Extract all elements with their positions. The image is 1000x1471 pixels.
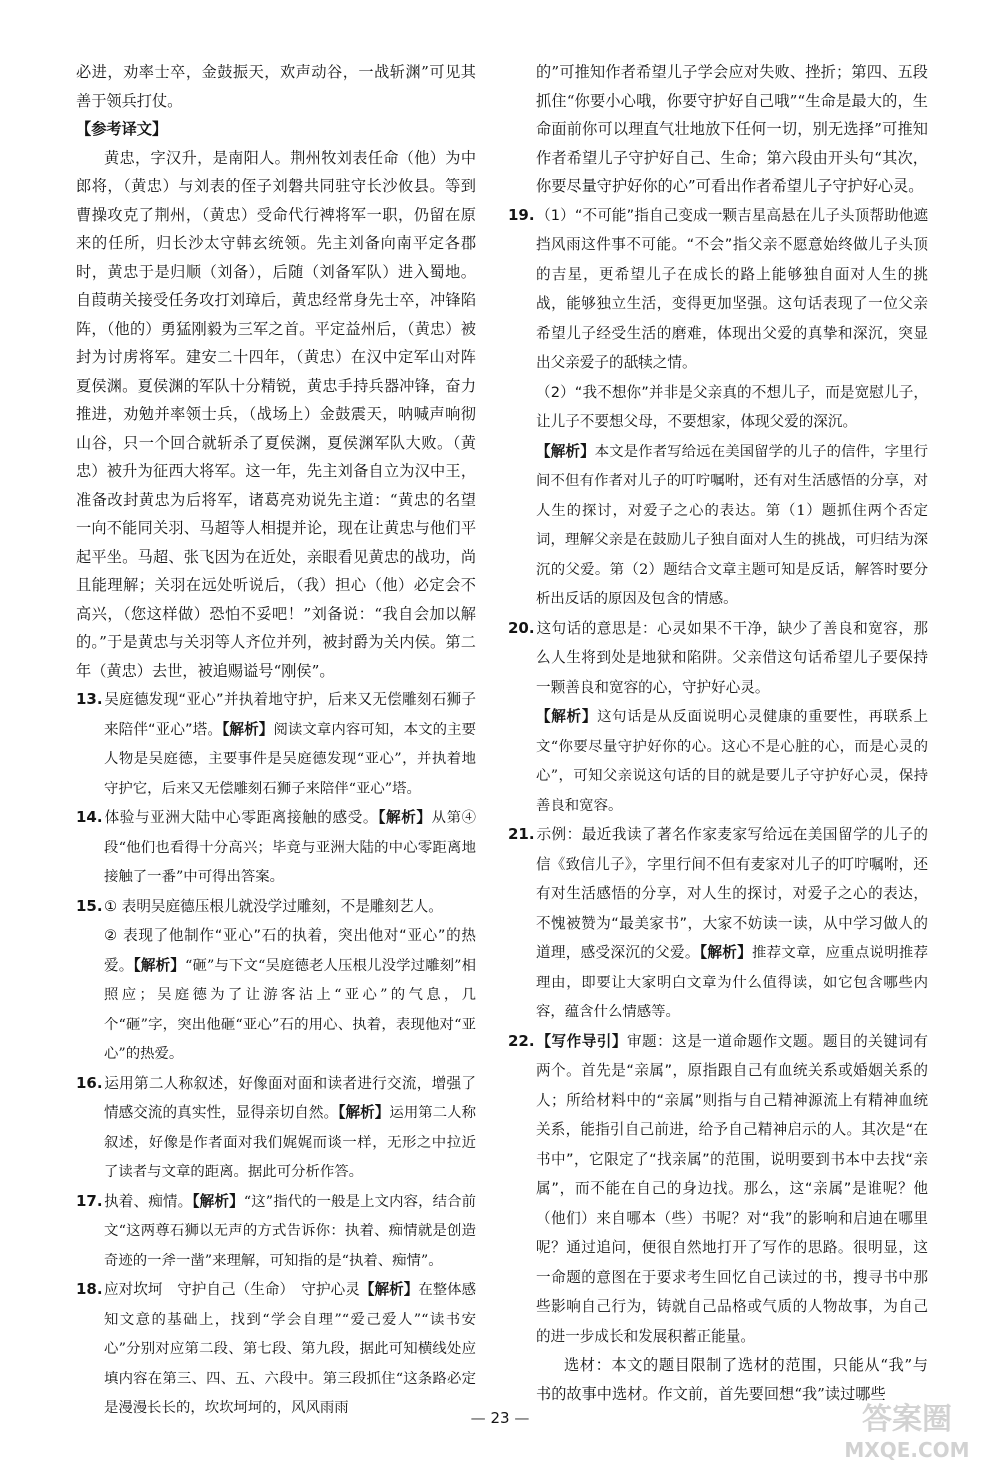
question-number: 16. (76, 1073, 103, 1092)
watermark-logo (832, 1391, 982, 1463)
footer-dash-left: — (470, 1409, 486, 1427)
reference-translation-text: 黄忠，字汉升，是南阳人。荆州牧刘表任命（他）为中郎将，（黄忠）与刘表的侄子刘磐共同驻守长沙攸县。等到曹操攻克了荆州，（黄忠）受命代行裨将军一职，仍留在原来的任所，归长沙太守韩玄统领。先主刘备向南平定各郡时，黄忠于是归顺（刘备），后随（刘备军队）进入蜀地。自葭萌关接受任务攻打刘璋后，黄忠经常身先士卒，冲锋陷阵，（他的）勇猛刚毅为三军之首。平定益州后，（黄忠）被封为讨虏将军。建安二十四年，（黄忠）在汉中定军山对阵夏侯渊。夏侯渊的军队十分精锐，黄忠手持兵器冲锋，奋力推进，劝勉并率领士兵，（战场上）金鼓震天，呐喊声响彻山谷，只一个回合就斩杀了夏侯渊，夏侯渊军队大败。（黄忠）被升为征西大将军。这一年，先主刘备自立为汉中王，准备改封黄忠为后将军，诸葛亮劝说先主道：“黄忠的名望一向不能同关羽、马超等人相提并论，现在让黄忠与他们平起平坐。马超、张飞因为在近处，亲眼看见黄忠的战功，尚且能理解；关羽在远处听说后，（我）担心（他）必定会不高兴，（您这样做）恐怕不妥吧！”刘备说：“我自会加以解的。”于是黄忠与关羽等人齐位并列，被封爵为关内侯。第二年（黄忠）去世，被追赐谥号“刚侯”。 (76, 148, 476, 680)
analysis-tag: 【解析】 (536, 708, 598, 725)
watermark-logo-text: 答案圈 (862, 1402, 952, 1437)
analysis-tag: 【解析】 (133, 956, 185, 974)
question-number: 14. (76, 808, 103, 826)
page-number: 23 (490, 1409, 510, 1427)
analysis-19 (508, 437, 928, 614)
answer-text: 执着、痴情。 (104, 1192, 193, 1210)
analysis-text: 推荐文章，应重点说明推荐理由，即要让大家明白文章为什么值得读，如它包含哪些内容，蕴含什么情感等。 (536, 945, 928, 1020)
analysis-tag: 【解析】 (192, 1192, 244, 1210)
analysis-text: 在整体感知文意的基础上，找到“学会自理”“爱己爱人”“读书安心”分别对应第二段、第七段、第九段，据此可知横线处应填内容在第三、四、五、六段中。第三段抓住“这条路必定是漫漫长长的，坎坎坷坷的，风风雨雨 (104, 1282, 476, 1416)
analysis-text: 这句话是从反面说明心灵健康的重要性，再联系上文“你要尽量守护好你的心。这心不是心脏的心，而是心灵的心”，可知父亲说这句话的目的就是要儿子守护好心灵，保持善良和宽容。 (536, 709, 928, 814)
analysis-tag: 【解析】 (699, 944, 753, 961)
question-number: 13. (76, 690, 103, 708)
analysis-text: 本文是作者写给远在美国留学的儿子的信件，字里行间不但有作者对儿子的叮咛嘱咐，还有对生活感悟的分享，对人生的探讨，对爱子之心的表达。第（1）题抓住两个否定词，理解父亲是在鼓励儿子独自面对人生的挑战，可归结为深沉的父爱。第（2）题结合文章主题可知是反话，解答时要分析出反话的原因及包含的情感。 (536, 443, 928, 607)
footer-dash-right: — (514, 1409, 530, 1427)
answer-text: 示例：最近我读了著名作家麦家写给远在美国留学的儿子的信《致信儿子》，字里行间不但有麦家对儿子的叮咛嘱咐，还有对生活感悟的分享，对人生的探讨，对爱子之心的表达，不愧被赞为“最美家书”，大家不妨读一读，从中学习做人的道理，感受深沉的父爱。 (536, 826, 928, 961)
watermark-logo-url: MXQE.COM (844, 1438, 970, 1462)
answer-15-part2 (76, 921, 476, 1069)
analysis-text: “砸”与下文“吴庭德老人压根儿没学过雕刻”相照应；吴庭德为了让游客沾上“亚心”的气息，几个“砸”字，突出他砸“亚心”石的用心、执着，表现他对“亚心”的热爱。 (104, 957, 476, 1062)
analysis-text: “这”指代的一般是上文内容，结合前文“这两尊石狮以无声的方式告诉你：执着、痴情就是创造奇迹的一斧一凿”来理解，可知指的是“执着、痴情”。 (104, 1193, 476, 1269)
answer-18 (76, 1275, 476, 1423)
analysis-tag: 【解析】 (338, 1104, 390, 1121)
answer-text: ① 表明吴庭德压根儿就没学过雕刻，不是雕刻艺人。 (104, 897, 443, 915)
answer-text: 体验与亚洲大陆中心零距离接触的感受。 (104, 809, 379, 826)
answer-text: （2）“我不想你”并非是父亲真的不想儿子，而是宽慰儿子，让儿子不要想父母，不要想家，体现父爱的深沉。 (536, 383, 928, 430)
left-column (76, 58, 476, 1423)
writing-guide-tag: 【写作导引】 (536, 1032, 627, 1050)
analysis-text: 运用第二人称叙述，好像是作者面对我们娓娓而谈一样，无形之中拉近了读者与文章的距离。据此可分析作答。 (104, 1105, 476, 1180)
answer-21 (508, 820, 928, 1027)
continued-analysis-18: 的”可推知作者希望儿子学会应对失败、挫折；第四、五段抓住“你要小心哦，你要守护好自己哦”“生命是最大的，生命面前你可以理直气壮地放下任何一切，别无选择”可推知作者希望儿子守护好自己、生命；第六段由开头句“其次，你要尽量守护好你的心”可看出作者希望儿子守护好心灵。 (536, 63, 928, 195)
analysis-20 (508, 702, 928, 820)
question-number: 19. (508, 205, 535, 224)
analysis-tag: 【解析】 (359, 1281, 419, 1298)
answer-17 (76, 1187, 476, 1276)
right-column (508, 58, 928, 1408)
answer-text: 应对坎坷 守护自己（生命） 守护心灵 (104, 1281, 360, 1298)
answer-20 (508, 614, 928, 703)
answer-15 (76, 892, 476, 922)
material-selection-text: 选材：本文的题目限制了选材的范围，只能从“我”与书的故事中选材。作文前，首先要回想“我”读过哪些 (536, 1356, 928, 1403)
answer-19 (508, 201, 928, 378)
question-number: 18. (76, 1280, 103, 1298)
analysis-text: 从第④段“他们也看得十分高兴；毕竟与亚洲大陆的中心零距离地接触了一番”中可得出答案。 (104, 810, 476, 885)
question-number: 22. (508, 1031, 535, 1050)
analysis-tag: 【解析】 (536, 442, 595, 460)
question-number: 20. (508, 618, 535, 637)
answer-text: 这句话的意思是：心灵如果不干净，缺少了善良和宽容，那么人生将到处是地狱和陷阱。父亲借这句话希望儿子要保持一颗善良和宽容的心，守护好心灵。 (536, 619, 928, 696)
answer-19-part2 (508, 378, 928, 437)
answer-text: ② 表现了他制作“亚心”石的执着，突出他对“亚心”的热爱。 (104, 927, 476, 974)
answer-text: 吴庭德发现“亚心”并执着地守护，后来又无偿雕刻石狮子来陪伴“亚心”塔。 (104, 691, 476, 738)
answer-text: （1）“不可能”指自己变成一颗吉星高悬在儿子头顶帮助他遮挡风雨这件事不可能。“不会”指父亲不愿意始终做儿子头顶的吉星，更希望儿子在成长的路上能够独自面对人生的挑战，能够独立生活，变得更加坚强。这句话表现了一位父亲希望儿子经受生活的磨难，体现出父爱的真挚和深沉，突显出父亲爱子的舐犊之情。 (536, 206, 928, 371)
answer-16 (76, 1069, 476, 1187)
answer-22 (508, 1027, 928, 1352)
analysis-text: 阅读文章内容可知，本文的主要人物是吴庭德，主要事件是吴庭德发现“亚心”，并执着地守护它，后来又无偿雕刻石狮子来陪伴“亚心”塔。 (104, 721, 477, 797)
answer-13 (76, 685, 476, 803)
question-number: 21. (508, 825, 535, 843)
answer-text: 运用第二人称叙述，好像面对面和读者进行交流，增强了情感交流的真实性，显得亲切自然。 (104, 1074, 476, 1121)
analysis-tag: 【解析】 (222, 720, 274, 738)
question-number: 15. (76, 896, 103, 915)
analysis-tag: 【解析】 (378, 809, 432, 826)
question-number: 17. (76, 1191, 103, 1210)
answer-14 (76, 803, 476, 892)
answer-text: 审题：这是一道命题作文题。题目的关键词有两个。首先是“亲属”，原指跟自己有血统关系或婚姻关系的人；所给材料中的“亲属”则指与自己精神源流上有精神血统关系，能指引自己前进，给予自己精神启示的人。其次是“在书中”，它限定了“找亲属”的范围，说明要到书本中去找“亲属”，而不能在自己的身边找。那么，这“亲属”是谁呢？他（他们）来自哪本（些）书呢？对“我”的影响和启迪在哪里呢？通过追问，便很自然地打开了写作的思路。很明显，这一命题的意图在于要求考生回忆自己读过的书，搜寻书中那些影响自己行为，铸就自己品格或气质的人物故事，为自己的进一步成长和发展积蓄正能量。 (536, 1032, 928, 1345)
reference-translation-heading: 【参考译文】 (76, 120, 168, 138)
continued-paragraph: 必进，劝率士卒，金鼓振天，欢声动谷，一战斩渊”可见其善于领兵打仗。 (76, 63, 476, 110)
